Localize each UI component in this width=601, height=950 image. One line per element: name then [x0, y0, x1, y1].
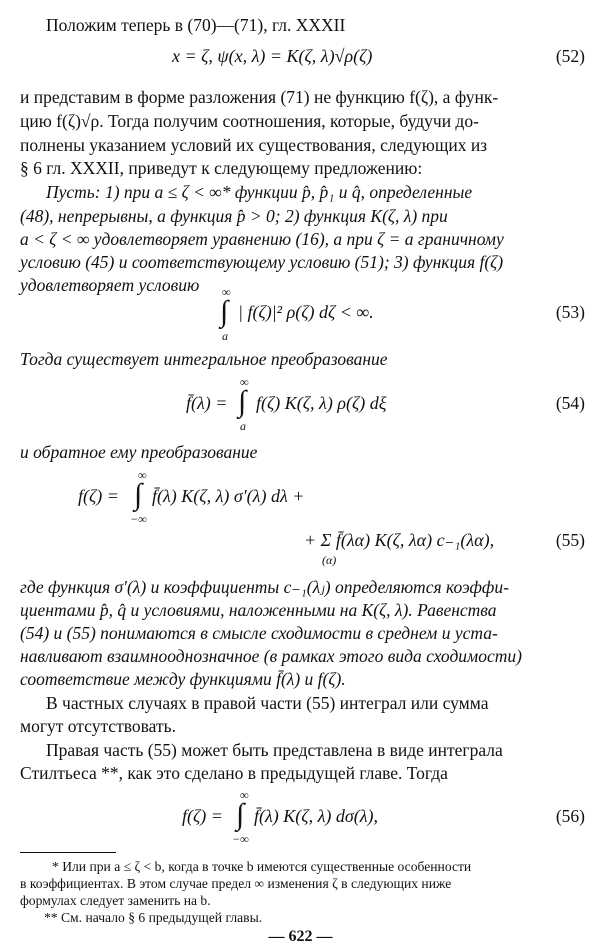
text-line: навливают взаимнооднозначное (в рамках этого вида сходимости)	[20, 646, 522, 666]
footnote-line: * Или при a ≤ ζ < b, когда в точке b имеются существенные особенности	[52, 859, 472, 874]
upper-limit: ∞	[240, 375, 249, 389]
lower-limit: a	[240, 419, 246, 433]
text-line: Тогда существует интегральное преобразование	[20, 349, 388, 369]
equation-55-rhs1: f̄(λ) K(ζ, λ) σ′(λ) dλ +	[152, 486, 305, 506]
equation-number-53: (53)	[555, 302, 585, 322]
equation-54-lhs: f̄(λ) =	[186, 393, 228, 413]
upper-limit: ∞	[138, 468, 147, 482]
text-line: условию (45) и соответствующему условию (51); 3) функция f(ζ)	[20, 252, 504, 272]
lower-limit: −∞	[130, 512, 147, 526]
text-line: § 6 гл. XXXII, приведут к следующему предложению:	[20, 158, 423, 178]
lower-limit: −∞	[232, 832, 249, 846]
text-line: соответствие между функциями f̄(λ) и f(ζ).	[20, 669, 346, 689]
text-line: Пусть: 1) при a ≤ ζ < ∞* функции p̂, p̂₁ и q̂, определенные	[46, 182, 473, 202]
text-line: Стилтьеса **, как это сделано в предыдущей главе. Тогда	[20, 763, 448, 783]
footnote-line: формулах следует заменить на b.	[20, 893, 211, 908]
footnote-line: ** См. начало § 6 предыдущей главы.	[44, 910, 263, 925]
upper-limit: ∞	[222, 285, 231, 299]
text-line: Правая часть (55) может быть представлена в виде интеграла	[46, 740, 503, 760]
text-line: (54) и (55) понимаются в смысле сходимости в среднем и уста-	[20, 623, 498, 643]
equation-56-rhs: f̄(λ) K(ζ, λ) dσ(λ),	[254, 806, 379, 826]
text-line: a < ζ < ∞ удовлетворяет уравнению (16), а при ζ = a граничному	[20, 229, 504, 249]
footnote-rule	[20, 852, 116, 853]
sum-index: (α)	[322, 553, 337, 567]
equation-55-lhs: f(ζ) =	[78, 486, 119, 506]
equation-56-lhs: f(ζ) =	[182, 806, 223, 826]
equation-54-rhs: f(ζ) K(ζ, λ) ρ(ζ) dξ	[256, 393, 387, 413]
equation-53: | f(ζ)|² ρ(ζ) dζ < ∞.	[238, 302, 374, 322]
text-line: циентами p̂, q̂ и условиями, наложенными на K(ζ, λ). Равенства	[20, 600, 497, 620]
footnote-line: в коэффициентах. В этом случае предел ∞ изменения ζ в следующих ниже	[20, 876, 452, 891]
text-line: где функция σ′(λ) и коэффициенты c₋₁(λⱼ) определяются коэффи-	[20, 577, 509, 597]
lower-limit: a	[222, 329, 228, 343]
text-line: полнены указанием условий их существования, следующих из	[20, 135, 488, 155]
integral-sign: ∫	[220, 295, 229, 328]
text-line: (48), непрерывны, а функция p̂ > 0; 2) функция K(ζ, λ) при	[20, 206, 448, 226]
integral-sign: ∫	[134, 478, 143, 511]
upper-limit: ∞	[240, 788, 249, 802]
equation-number-55: (55)	[555, 530, 585, 550]
equation-number-54: (54)	[555, 393, 585, 413]
text-line: В частных случаях в правой части (55) интеграл или сумма	[46, 693, 489, 713]
integral-sign: ∫	[238, 385, 247, 418]
equation-52: x = ζ, ψ(x, λ) = K(ζ, λ)√ρ(ζ)	[172, 46, 373, 66]
text-line: и обратное ему преобразование	[20, 442, 258, 462]
text-line: цию f(ζ)√ρ. Тогда получим соотношения, которые, будучи до-	[20, 111, 479, 131]
text-line: могут отсутствовать.	[20, 716, 176, 736]
integral-sign: ∫	[236, 798, 245, 831]
text-line: и представим в форме разложения (71) не функцию f(ζ), а функ-	[20, 87, 499, 107]
page-number: — 622 —	[268, 928, 333, 945]
equation-55-rhs2: + Σ f̄(λα) K(ζ, λα) c₋₁(λα),	[304, 530, 495, 550]
text-line: удовлетворяет условию	[20, 275, 200, 295]
text-line: Положим теперь в (70)—(71), гл. XXXII	[46, 15, 346, 35]
equation-number-56: (56)	[555, 806, 585, 826]
equation-number-52: (52)	[555, 46, 585, 66]
